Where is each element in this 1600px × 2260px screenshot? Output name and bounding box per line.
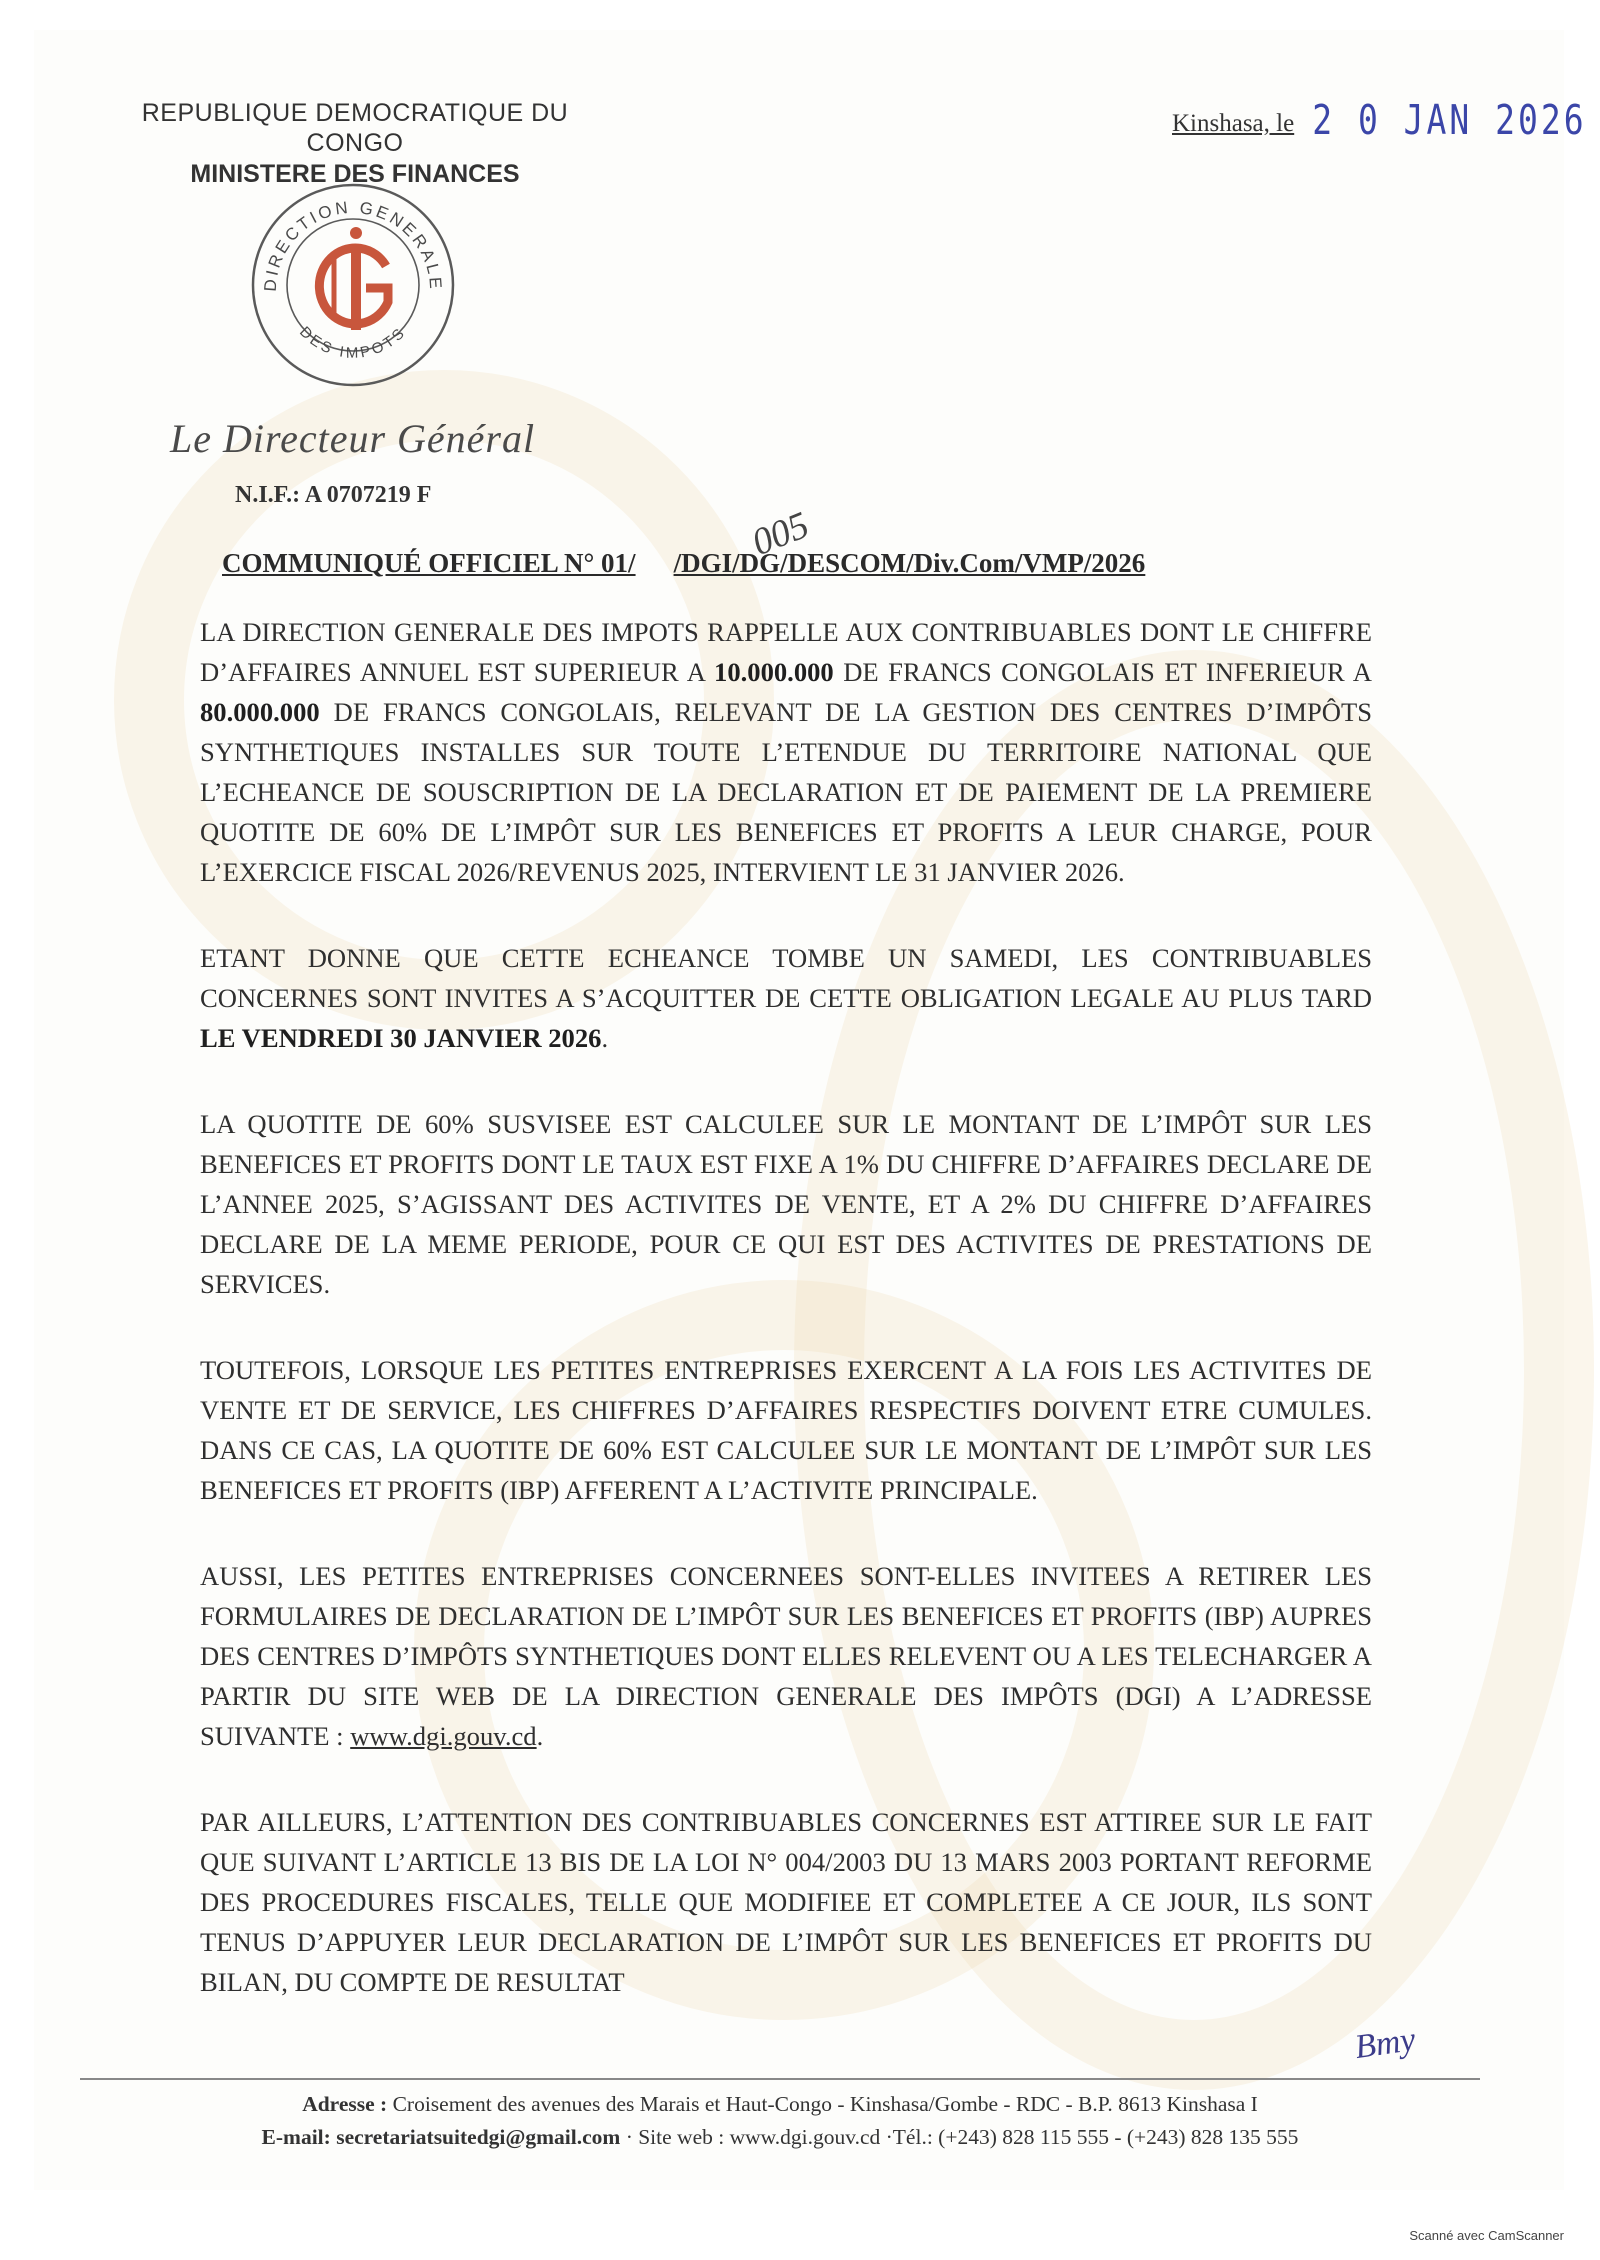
ministry-name: MINISTERE DES FINANCES bbox=[190, 160, 520, 188]
communique-title bbox=[222, 548, 1145, 579]
footer-contact-line bbox=[80, 2121, 1480, 2154]
footer-address: Croisement des avenues des Marais et Haut-Congo - Kinshasa/Gombe - RDC - B.P. 8613 Kinshasa I bbox=[387, 2092, 1258, 2116]
p1-min-amount: 10.000.000 bbox=[714, 657, 834, 687]
paragraph-4: TOUTEFOIS, LORSQUE LES PETITES ENTREPRISES EXERCENT A LA FOIS LES ACTIVITES DE VENTE ET DE SERVICE, LES CHIFFRES D’AFFAIRES RESPECTIFS DOIVENT ETRE CUMULES. DANS CE CAS, LA QUOTITE DE 60% EST CALCULEE SUR LE MONTANT DE L’IMPÔT SUR LES BENEFICES ET PROFITS (IBP) AFFERENT A L’ACTIVITE PRINCIPALE. bbox=[200, 1355, 1372, 1505]
logo-monogram bbox=[319, 227, 388, 330]
footer-address-line bbox=[80, 2088, 1480, 2121]
footer bbox=[80, 2088, 1480, 2154]
logo-ring-top-text: DIRECTION GENERALE bbox=[260, 197, 446, 293]
paragraph-3: LA QUOTITE DE 60% SUSVISEE EST CALCULEE SUR LE MONTANT DE L’IMPÔT SUR LES BENEFICES ET PROFITS DONT LE TAUX EST FIXE A 1% DU CHIFFRE D’AFFAIRES DECLARE DE L’ANNEE 2025, S’AGISSANT DES ACTIVITES DE VENTE, ET A 2% DU CHIFFRE D’AFFAIRES DECLARE DE LA MEME PERIODE, POUR CE QUI EST DES ACTIVITES DE PRESTATIONS DE SERVICES. bbox=[200, 1109, 1372, 1299]
dgi-website-link[interactable]: www.dgi.gouv.cd bbox=[350, 1721, 537, 1751]
p2-deadline: LE VENDREDI 30 JANVIER 2026 bbox=[200, 1023, 602, 1053]
p1-text-c: DE FRANCS CONGOLAIS ET INFERIEUR A bbox=[833, 657, 1372, 687]
handwritten-initials: Bmy bbox=[1352, 2020, 1418, 2067]
communique-title-suffix: /DGI/DG/DESCOM/Div.Com/VMP/2026 bbox=[673, 548, 1146, 578]
letterhead bbox=[115, 98, 595, 190]
paragraph-6: PAR AILLEURS, L’ATTENTION DES CONTRIBUABLES CONCERNES EST ATTIREE SUR LE FAIT QUE SUIVANT L’ARTICLE 13 BIS DE LA LOI N° 004/2003 DU 13 MARS 2003 PORTANT REFORME DES PROCEDURES FISCALES, TELLE QUE MODIFIEE ET COMPLETEE A CE JOUR, ILS SONT TENUS D’APPUYER LEUR DECLARATION DE L’IMPÔT SUR LES BENEFICES ET PROFITS DU BILAN, DU COMPTE DE RESULTAT bbox=[200, 1807, 1372, 1997]
p2-text-c: . bbox=[601, 1023, 609, 1053]
communique-title-prefix: COMMUNIQUÉ OFFICIEL N° 01/ bbox=[222, 548, 636, 578]
logo-ring-bottom-text: DES IMPOTS bbox=[296, 323, 410, 362]
p1-text-e: DE FRANCS CONGOLAIS, RELEVANT DE LA GESTION DES CENTRES D’IMPÔTS SYNTHETIQUES INSTALLES SUR TOUTE L’ETENDUE DU TERRITOIRE NATIONAL QUE L’ECHEANCE DE SOUSCRIPTION DE LA DECLARATION ET DE PAIEMENT DE LA PREMIERE QUOTITE DE 60% DE L’IMPÔT SUR LES BENEFICES ET PROFITS A LEUR CHARGE, POUR L’EXERCICE FISCAL 2026/REVENUS 2025, INTERVIENT LE 31 JANVIER 2026. bbox=[200, 697, 1372, 887]
date-stamp: 2 0 JAN 2026 bbox=[1312, 95, 1587, 144]
p5-text-a: AUSSI, LES PETITES ENTREPRISES CONCERNEES SONT-ELLES INVITEES A RETIRER LES FORMULAIRES DE DECLARATION DE L’IMPÔT SUR LES BENEFICES ET PROFITS (IBP) AUPRES DES CENTRES D’IMPÔTS SYNTHETIQUES DONT ELLES RELEVENT OU A LES TELECHARGER A PARTIR DU SITE WEB DE LA DIRECTION GENERALE DES IMPÔTS (DGI) A L’ADRESSE SUIVANTE : bbox=[200, 1561, 1372, 1751]
date-label: Kinshasa, le bbox=[1172, 110, 1295, 137]
footer-contacts: · Site web : www.dgi.gouv.cd ·Tél.: (+243) 828 115 555 - (+243) 828 135 555 bbox=[620, 2125, 1299, 2149]
date-line bbox=[1172, 95, 1587, 144]
footer-address-label: Adresse : bbox=[302, 2092, 388, 2116]
p5-text-c: . bbox=[536, 1721, 544, 1751]
republic-name: REPUBLIQUE DEMOCRATIQUE DU CONGO bbox=[141, 99, 569, 157]
paragraph-5 bbox=[200, 1556, 1372, 1756]
handwritten-reference-number: 005 bbox=[746, 503, 815, 565]
nif-number: N.I.F.: A 0707219 F bbox=[235, 482, 432, 508]
scanner-watermark: Scanné avec CamScanner bbox=[1409, 2228, 1564, 2243]
dgi-logo-icon bbox=[248, 180, 458, 390]
communique-body bbox=[200, 612, 1372, 2048]
footer-divider bbox=[80, 2078, 1480, 2080]
p1-max-amount: 80.000.000 bbox=[200, 697, 320, 727]
p2-text-a: ETANT DONNE QUE CETTE ECHEANCE TOMBE UN SAMEDI, LES CONTRIBUABLES CONCERNES SONT INVITES A S’ACQUITTER DE CETTE OBLIGATION LEGALE AU PLUS TARD bbox=[200, 943, 1372, 1013]
signatory-title: Le Directeur Général bbox=[170, 416, 536, 461]
paragraph-1 bbox=[200, 612, 1372, 892]
p1-text-a: LA DIRECTION GENERALE DES IMPOTS RAPPELLE AUX CONTRIBUABLES DONT LE CHIFFRE D’AFFAIRES ANNUEL EST SUPERIEUR A bbox=[200, 617, 1372, 687]
footer-email: secretariatsuitedgi@gmail.com bbox=[330, 2125, 621, 2149]
paragraph-2 bbox=[200, 938, 1372, 1058]
footer-email-label: E-mail: bbox=[261, 2125, 331, 2149]
